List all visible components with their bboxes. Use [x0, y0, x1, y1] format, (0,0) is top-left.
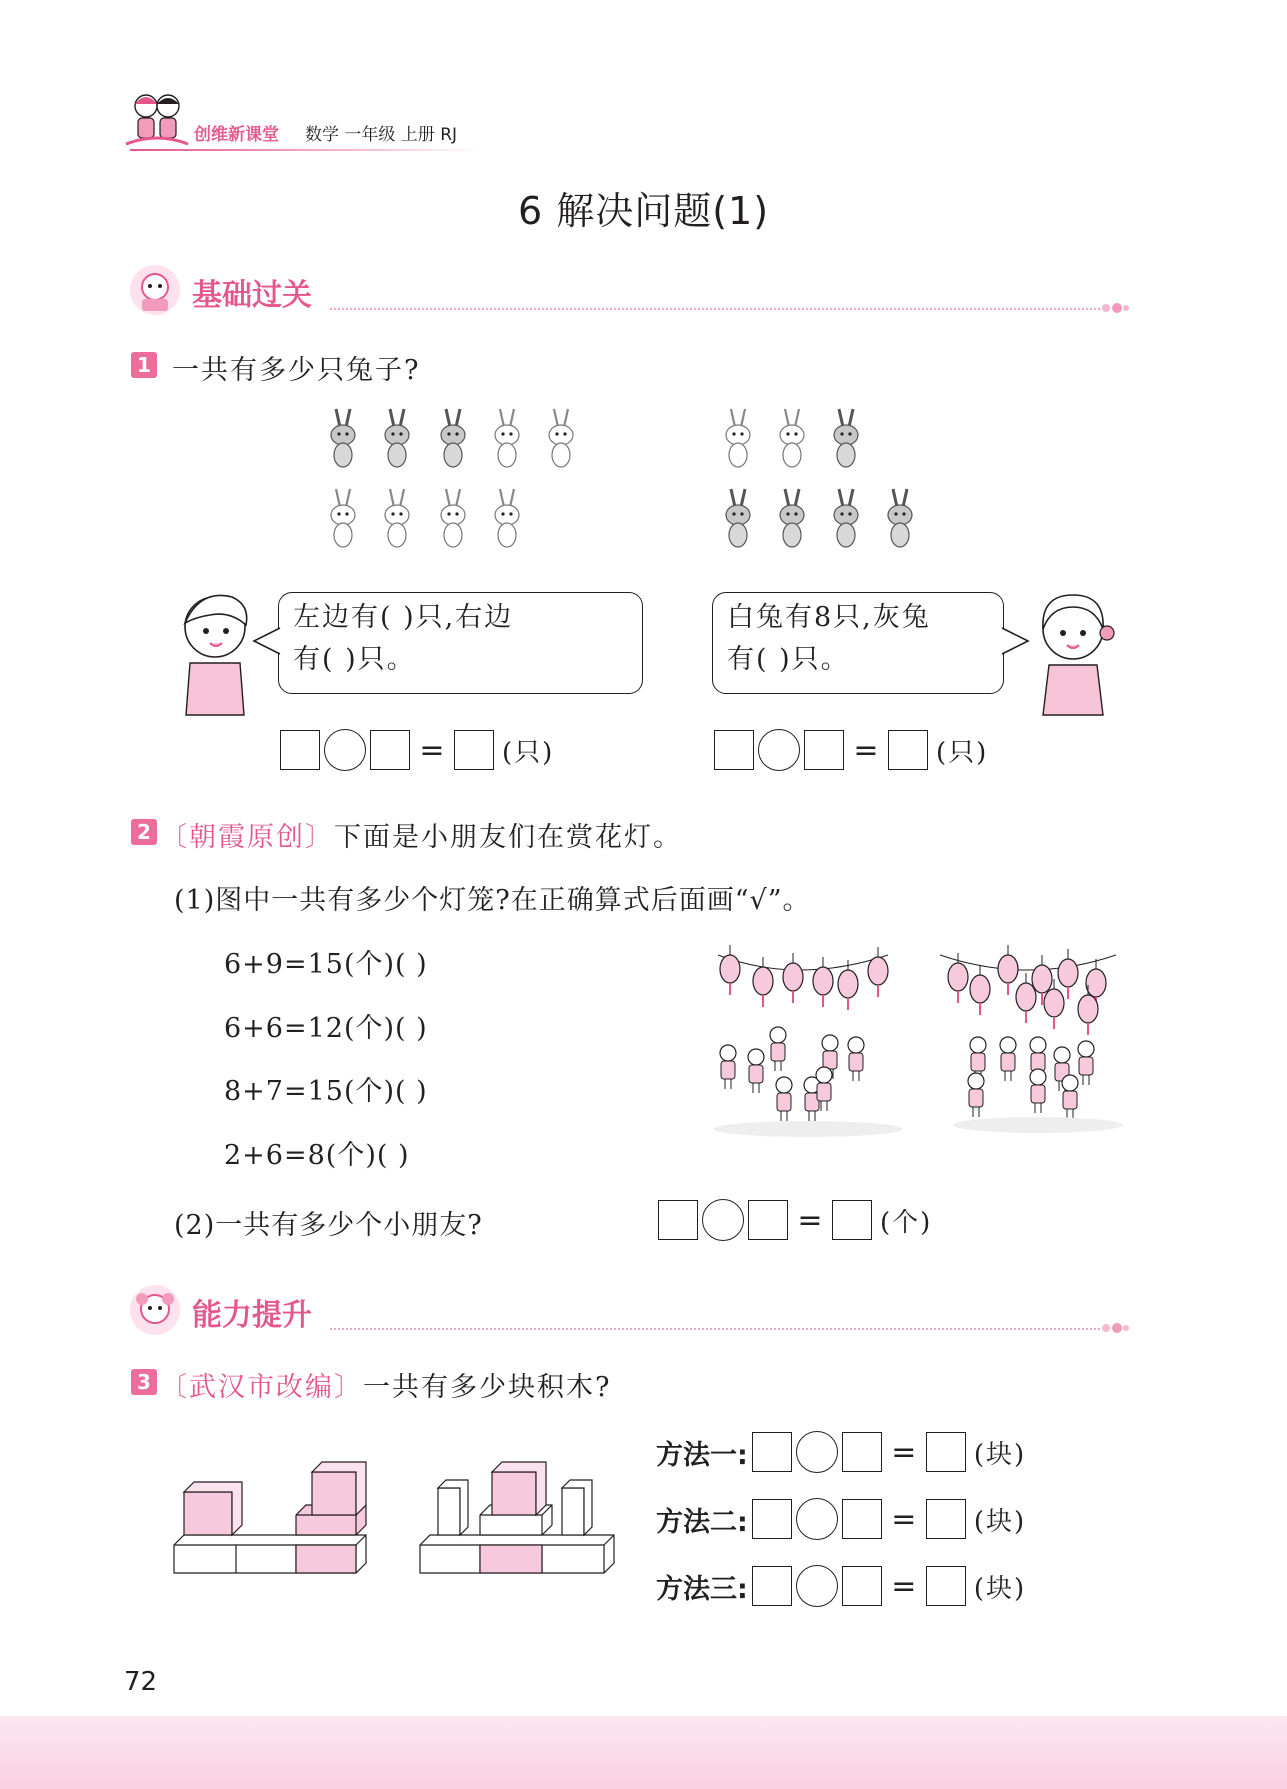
blocks-left-illustration [170, 1458, 380, 1578]
brand-name: 创维新课堂 [194, 125, 279, 145]
boy-speech-bubble [278, 592, 643, 694]
dots-icon [1100, 298, 1130, 318]
answer-box[interactable] [926, 1499, 966, 1539]
method-3-row [656, 1565, 1026, 1607]
answer-box[interactable] [888, 730, 928, 770]
section-mascot-icon [128, 263, 182, 317]
question-3-tag: 〔武汉市改编〕 [160, 1372, 363, 1403]
bubble-tail-icon [252, 626, 282, 656]
q1-left-equation [280, 729, 554, 771]
answer-box[interactable] [752, 1566, 792, 1606]
blocks-right-illustration [418, 1458, 618, 1578]
section-divider [330, 308, 1100, 310]
boy-character-icon [170, 585, 260, 720]
girl-speech-bubble [712, 592, 1004, 694]
operator-circle[interactable] [702, 1199, 744, 1241]
answer-box[interactable] [454, 730, 494, 770]
question-2-sub2: (2)一共有多少个小朋友? [174, 1210, 483, 1241]
kids-logo-icon [124, 88, 190, 150]
answer-box[interactable] [370, 730, 410, 770]
unit-label: (只) [936, 737, 989, 768]
unit-label: (块) [973, 1573, 1027, 1604]
method-2-label: 方法二: [656, 1506, 748, 1538]
section-basic-title: 基础过关 [192, 278, 312, 313]
question-3-number: 3 [131, 1369, 157, 1395]
method-1-label: 方法一: [656, 1439, 748, 1471]
unit-label: (块) [973, 1439, 1027, 1470]
unit-label: (块) [973, 1506, 1027, 1537]
operator-circle[interactable] [758, 729, 800, 771]
method-2-row [656, 1498, 1026, 1540]
header-underline [130, 149, 480, 151]
unit-label: (个) [880, 1207, 933, 1238]
question-2-tag: 〔朝霞原创〕 [160, 822, 334, 853]
answer-box[interactable] [714, 730, 754, 770]
answer-box[interactable] [842, 1432, 882, 1472]
girl-bubble-line-2: 有( )只。 [727, 644, 850, 675]
option-3: 8+7=15(个)( ) [224, 1076, 428, 1107]
operator-circle[interactable] [796, 1431, 838, 1473]
answer-box[interactable] [832, 1200, 872, 1240]
option-1: 6+9=15(个)( ) [224, 949, 428, 980]
rabbits-right-illustration [715, 405, 940, 560]
equals-sign: = [853, 732, 879, 768]
question-2-sub1: (1)图中一共有多少个灯笼?在正确算式后面画“√”。 [174, 885, 811, 916]
method-3-label: 方法三: [656, 1573, 748, 1605]
method-1-row [656, 1431, 1026, 1473]
equals-sign: = [797, 1202, 823, 1238]
girl-character-icon [1025, 585, 1120, 720]
book-info: 数学 一年级 上册 RJ [305, 125, 458, 145]
footer-band [0, 1716, 1287, 1789]
q2-equation [658, 1199, 932, 1241]
question-2-number: 2 [131, 819, 157, 845]
dots-icon [1100, 1318, 1130, 1338]
option-4: 2+6=8(个)( ) [224, 1140, 410, 1171]
operator-circle[interactable] [796, 1565, 838, 1607]
page-title: 6 解决问题(1) [517, 189, 770, 233]
operator-circle[interactable] [796, 1498, 838, 1540]
answer-box[interactable] [842, 1566, 882, 1606]
question-3-text: 一共有多少块积木? [363, 1372, 612, 1403]
q1-right-equation [714, 729, 988, 771]
question-3-line [160, 1365, 611, 1404]
option-2: 6+6=12(个)( ) [224, 1013, 428, 1044]
answer-box[interactable] [752, 1432, 792, 1472]
equals-sign: = [419, 732, 445, 768]
answer-box[interactable] [752, 1499, 792, 1539]
girl-bubble-line-1: 白兔有8只,灰兔 [727, 602, 931, 633]
page-number: 72 [124, 1667, 158, 1697]
boy-bubble-line-1: 左边有( )只,右边 [293, 602, 514, 633]
answer-box[interactable] [658, 1200, 698, 1240]
equals-sign: = [891, 1501, 917, 1537]
boy-bubble-line-2: 有( )只。 [293, 644, 416, 675]
rabbits-left-illustration [320, 405, 610, 560]
answer-box[interactable] [926, 1432, 966, 1472]
section-advanced-title: 能力提升 [192, 1298, 312, 1333]
question-2-line [160, 815, 682, 854]
operator-circle[interactable] [324, 729, 366, 771]
equals-sign: = [891, 1568, 917, 1604]
unit-label: (只) [502, 737, 555, 768]
section-mascot-icon [128, 1283, 182, 1337]
question-2-text: 下面是小朋友们在赏花灯。 [334, 822, 682, 853]
answer-box[interactable] [748, 1200, 788, 1240]
question-1-text: 一共有多少只兔子? [172, 355, 421, 386]
bubble-tail-icon [1000, 626, 1030, 656]
answer-box[interactable] [280, 730, 320, 770]
section-divider [330, 1328, 1100, 1330]
answer-box[interactable] [926, 1566, 966, 1606]
answer-box[interactable] [804, 730, 844, 770]
question-1-number: 1 [131, 352, 157, 378]
lantern-festival-illustration [708, 945, 1128, 1145]
equals-sign: = [891, 1434, 917, 1470]
answer-box[interactable] [842, 1499, 882, 1539]
